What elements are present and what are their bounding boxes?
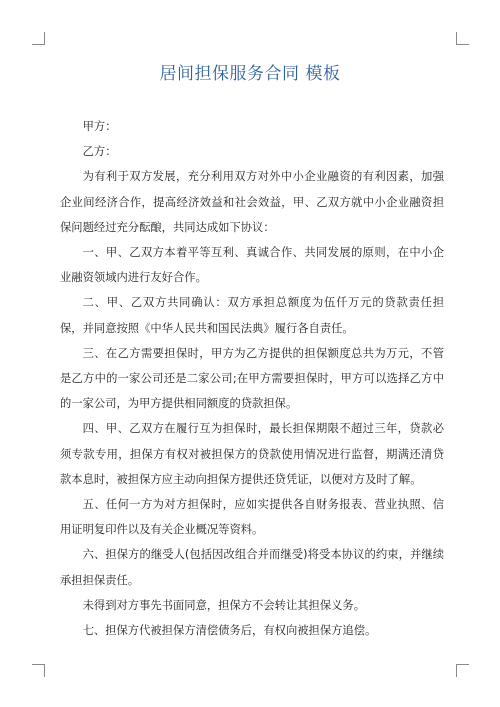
document-title: 居间担保服务合同 模板 <box>159 64 341 84</box>
clause-6-note: 未得到对方事先书面同意，担保方不会转让其担保义务。 <box>82 598 366 612</box>
clause-5: 五、任何一方为对方担保时，应如实提供各自财务报表、营业执照、信用证明复印件以及有关企业概况等资料。 <box>60 498 444 537</box>
crop-mark-top-right <box>456 32 469 45</box>
clause-1: 一、甲、乙双方本着平等互利、真诚合作、共同发展的原则，在中小企业融资领域内进行友好合作。 <box>60 246 444 285</box>
crop-mark-bottom-left <box>32 664 45 677</box>
clause-3: 三、在乙方需要担保时，甲方为乙方提供的担保额度总共为万元，不管是乙方中的一家公司还是二家公司;在甲方需要担保时，甲方可以选择乙方中的一家公司，为甲方提供相同额度的贷款担保。 <box>60 346 444 411</box>
party-a-line: 甲方： <box>82 120 117 133</box>
clause-2: 二、甲、乙双方共同确认：双方承担总额度为伍仟万元的贷款责任担保，并同意按照《中华人民共和国民法典》履行各自责任。 <box>60 296 444 335</box>
crop-mark-top-left <box>32 32 45 45</box>
party-b-line: 乙方： <box>82 145 117 159</box>
crop-mark-bottom-right <box>456 664 469 677</box>
document-body <box>60 114 444 643</box>
clause-6: 六、担保方的继受人(包括因改组合并而继受)将受本协议的约束，并继续承担担保责任。 <box>60 548 444 587</box>
preamble-paragraph: 为有利于双方发展，充分利用双方对外中小企业融资的有利因素，加强企业间经济合作，提高经济效益和社会效益，甲、乙双方就中小企业融资担保问题经过充分酝酿，共同达成如下协议： <box>60 170 444 234</box>
clause-7: 七、担保方代被担保方清偿债务后，有权向被担保方追偿。 <box>82 624 377 638</box>
clause-4: 四、甲、乙双方在履行互为担保时，最长担保期限不超过三年，贷款必须专款专用，担保方有权对被担保方的贷款使用情况进行监督，期满还清贷款本息时，被担保方应主动向担保方提供还贷凭证，以便对方及时了解。 <box>60 422 444 486</box>
